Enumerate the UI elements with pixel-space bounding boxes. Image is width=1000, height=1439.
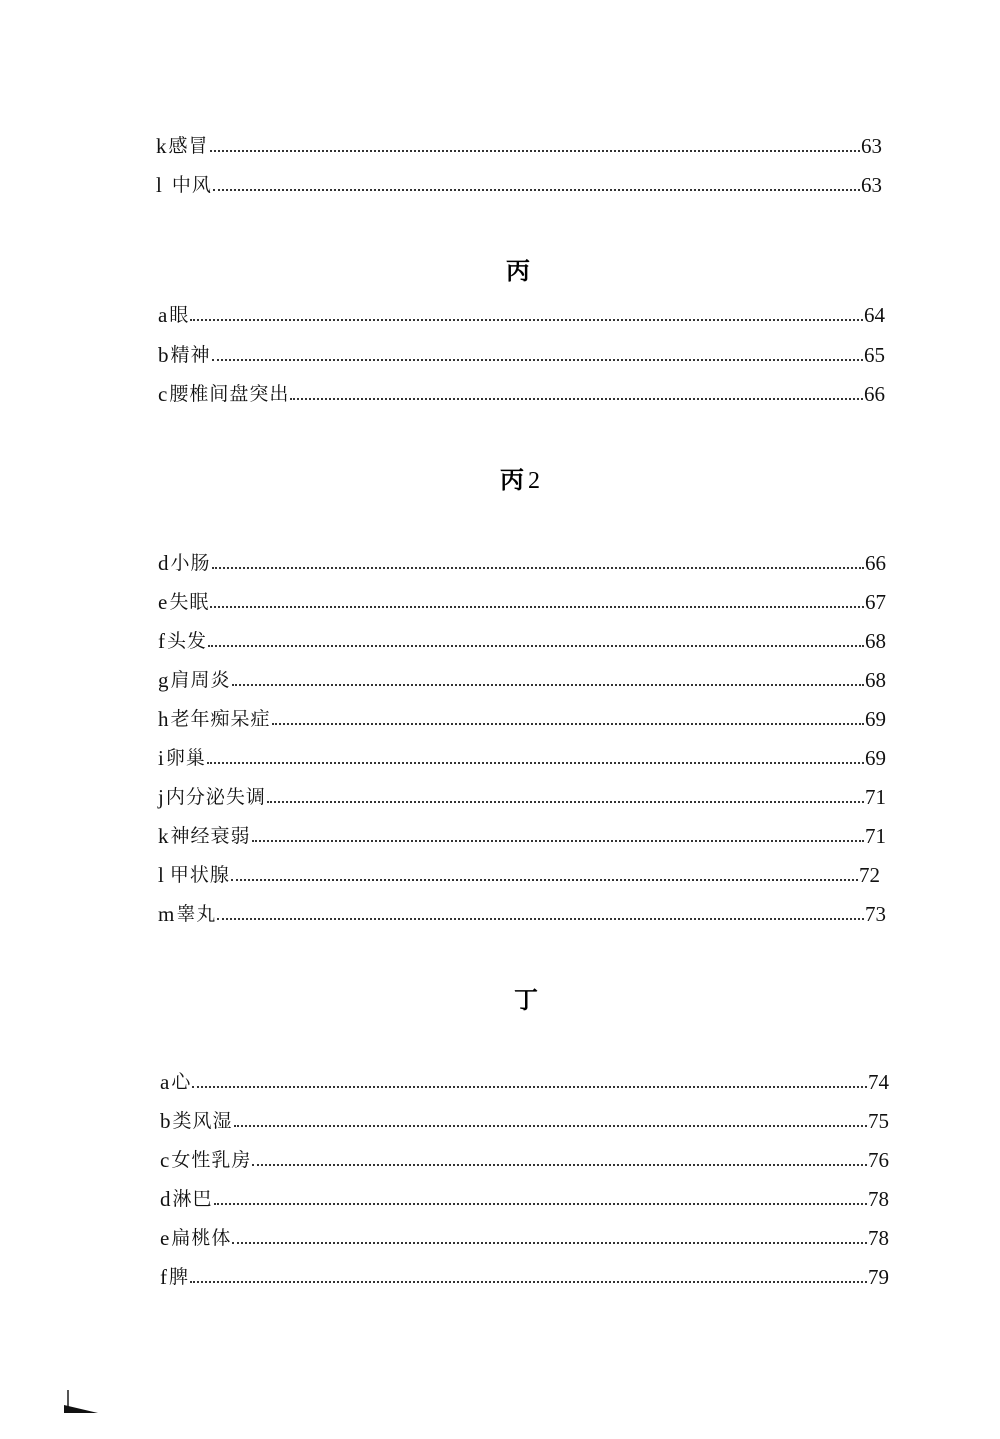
entry-page-number: 71: [865, 785, 886, 809]
entry-title: 感冒: [168, 135, 209, 157]
entry-letter: l: [158, 863, 164, 887]
toc-entry[interactable]: [160, 1181, 889, 1211]
entry-letter: f: [160, 1265, 167, 1289]
dot-leader: [232, 683, 864, 686]
entry-letter: l: [156, 173, 162, 197]
entry-letter: k: [158, 824, 169, 848]
entry-letter: m: [158, 902, 175, 926]
toc-entry[interactable]: [158, 857, 880, 887]
entry-letter: d: [160, 1187, 171, 1211]
entry-letter: j: [158, 785, 164, 809]
entry-page-number: 79: [868, 1265, 889, 1289]
dot-leader: [212, 566, 864, 569]
entry-letter: c: [158, 382, 168, 406]
entry-page-number: 71: [865, 824, 886, 848]
entry-page-number: 65: [864, 343, 885, 367]
dot-leader: [217, 917, 864, 920]
entry-page-number: 64: [864, 303, 885, 327]
dot-leader: [208, 644, 864, 647]
entry-page-number: 78: [868, 1187, 889, 1211]
entry-letter: e: [158, 590, 168, 614]
entry-page-number: 69: [865, 746, 886, 770]
entry-title: 神经衰弱: [170, 825, 251, 847]
entry-page-number: 66: [865, 551, 886, 575]
entry-title: 小肠: [170, 552, 211, 574]
section-heading-number: 2: [528, 468, 540, 494]
scan-artifact-mark: [64, 1405, 98, 1413]
entry-title: 睾丸: [176, 903, 217, 925]
entry-letter: k: [156, 134, 167, 158]
toc-entry[interactable]: [160, 1103, 889, 1133]
entry-title: 头发: [167, 630, 208, 652]
entry-letter: a: [160, 1070, 170, 1094]
entry-page-number: 63: [861, 173, 882, 197]
entry-title: 眼: [169, 304, 190, 326]
entry-title: 内分泌失调: [165, 786, 266, 808]
entry-title: 肩周炎: [170, 669, 231, 691]
dot-leader: [232, 1241, 867, 1244]
entry-page-number: 72: [859, 863, 880, 887]
section-heading-text: 丙: [500, 466, 524, 494]
entry-title: 失眠: [169, 591, 210, 613]
toc-entry[interactable]: [160, 1064, 889, 1094]
section-heading-text: 丁: [514, 986, 538, 1014]
toc-entry[interactable]: [158, 584, 886, 614]
entry-page-number: 63: [861, 134, 882, 158]
section-heading: [514, 985, 538, 1015]
entry-page-number: 69: [865, 707, 886, 731]
toc-entry[interactable]: [156, 128, 882, 158]
dot-leader: [214, 1202, 867, 1205]
dot-leader: [192, 1085, 867, 1088]
entry-title: 淋巴: [172, 1188, 213, 1210]
entry-letter: f: [158, 629, 165, 653]
toc-entry[interactable]: [158, 740, 886, 770]
entry-letter: i: [158, 746, 164, 770]
toc-entry[interactable]: [158, 662, 886, 692]
entry-page-number: 78: [868, 1226, 889, 1250]
toc-entry[interactable]: [158, 701, 886, 731]
toc-entry[interactable]: [160, 1142, 889, 1172]
dot-leader: [231, 878, 858, 881]
section-heading: [506, 256, 530, 286]
toc-entry[interactable]: [158, 337, 885, 367]
entry-title: 中风: [171, 174, 212, 196]
entry-letter: b: [160, 1109, 171, 1133]
toc-entry[interactable]: [158, 545, 886, 575]
entry-letter: a: [158, 303, 168, 327]
entry-letter: e: [160, 1226, 170, 1250]
section-heading-text: 丙: [506, 257, 530, 285]
toc-entry[interactable]: [156, 167, 882, 197]
entry-title: 脾: [169, 1266, 190, 1288]
entry-title: 精神: [170, 344, 211, 366]
entry-page-number: 74: [868, 1070, 889, 1094]
dot-leader: [272, 722, 864, 725]
toc-entry[interactable]: [160, 1259, 889, 1289]
dot-leader: [210, 605, 864, 608]
toc-entry[interactable]: [158, 623, 886, 653]
entry-title: 腰椎间盘突出: [169, 383, 290, 405]
section-heading: [500, 465, 540, 496]
entry-letter: c: [160, 1148, 170, 1172]
toc-entry[interactable]: [158, 297, 885, 327]
entry-page-number: 68: [865, 629, 886, 653]
entry-page-number: 75: [868, 1109, 889, 1133]
entry-title: 类风湿: [172, 1110, 233, 1132]
toc-entry[interactable]: [158, 818, 886, 848]
toc-entry[interactable]: [158, 896, 886, 926]
entry-title: 卵巢: [165, 747, 206, 769]
entry-page-number: 67: [865, 590, 886, 614]
dot-leader: [190, 1280, 867, 1283]
entry-page-number: 73: [865, 902, 886, 926]
entry-letter: h: [158, 707, 169, 731]
dot-leader: [267, 800, 864, 803]
toc-entry[interactable]: [158, 779, 886, 809]
dot-leader: [252, 839, 864, 842]
entry-letter: g: [158, 668, 169, 692]
dot-leader: [190, 318, 863, 321]
toc-entry[interactable]: [158, 376, 885, 406]
dot-leader: [207, 761, 864, 764]
entry-title: 扁桃体: [171, 1227, 232, 1249]
entry-page-number: 76: [868, 1148, 889, 1172]
toc-entry[interactable]: [160, 1220, 889, 1250]
entry-page-number: 66: [864, 382, 885, 406]
entry-page-number: 68: [865, 668, 886, 692]
dot-leader: [212, 358, 863, 361]
entry-title: 女性乳房: [171, 1149, 252, 1171]
dot-leader: [234, 1124, 867, 1127]
dot-leader: [210, 149, 860, 152]
entry-letter: d: [158, 551, 169, 575]
entry-letter: b: [158, 343, 169, 367]
entry-title: 心: [171, 1071, 192, 1093]
dot-leader: [213, 188, 860, 191]
dot-leader: [290, 397, 863, 400]
dot-leader: [252, 1163, 867, 1166]
entry-title: 老年痴呆症: [170, 708, 271, 730]
entry-title: 甲状腺: [169, 864, 230, 886]
